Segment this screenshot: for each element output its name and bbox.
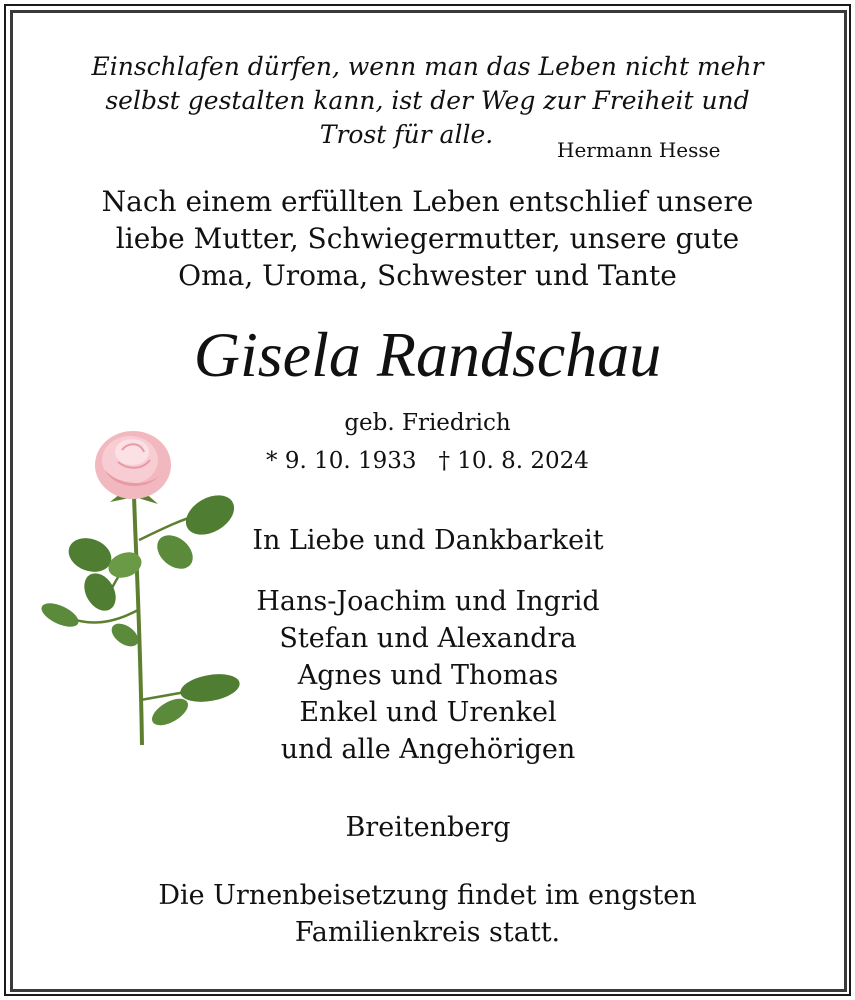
mourner-line: Agnes und Thomas [297,660,559,691]
mourner-line: Enkel und Urenkel [299,697,557,728]
quote-line-1: Einschlafen dürfen, wenn man das Leben nicht mehr [91,52,764,81]
mourners-list [228,583,628,768]
hesse-quote [40,50,815,152]
life-dates: * 9. 10. 1933 † 10. 8. 2024 [266,448,589,474]
rose-flower-icon [30,420,250,755]
maiden-name: geb. Friedrich [344,410,511,436]
quote-line-3: Trost für alle. [319,120,494,149]
note-line-2: Familienkreis statt. [294,917,561,948]
intro-text [40,183,815,294]
place-name: Breitenberg [345,812,511,843]
quote-line-2: selbst gestalten kann, ist der Weg zur Freiheit und [105,86,750,115]
intro-line-2: liebe Mutter, Schwiegermutter, unsere gute [115,222,740,255]
intro-line-1: Nach einem erfüllten Leben entschlief unsere [101,185,754,218]
intro-line-3: Oma, Uroma, Schwester und Tante [178,259,677,292]
thanks-line: In Liebe und Dankbarkeit [252,525,604,556]
deceased-name: Gisela Randschau [193,319,662,390]
mourner-line: und alle Angehörigen [280,734,576,765]
burial-note [40,877,815,951]
quote-author: Hermann Hesse [557,138,721,162]
note-line-1: Die Urnenbeisetzung findet im engsten [158,880,697,911]
mourner-line: Hans-Joachim und Ingrid [256,586,600,617]
mourner-line: Stefan und Alexandra [279,623,577,654]
